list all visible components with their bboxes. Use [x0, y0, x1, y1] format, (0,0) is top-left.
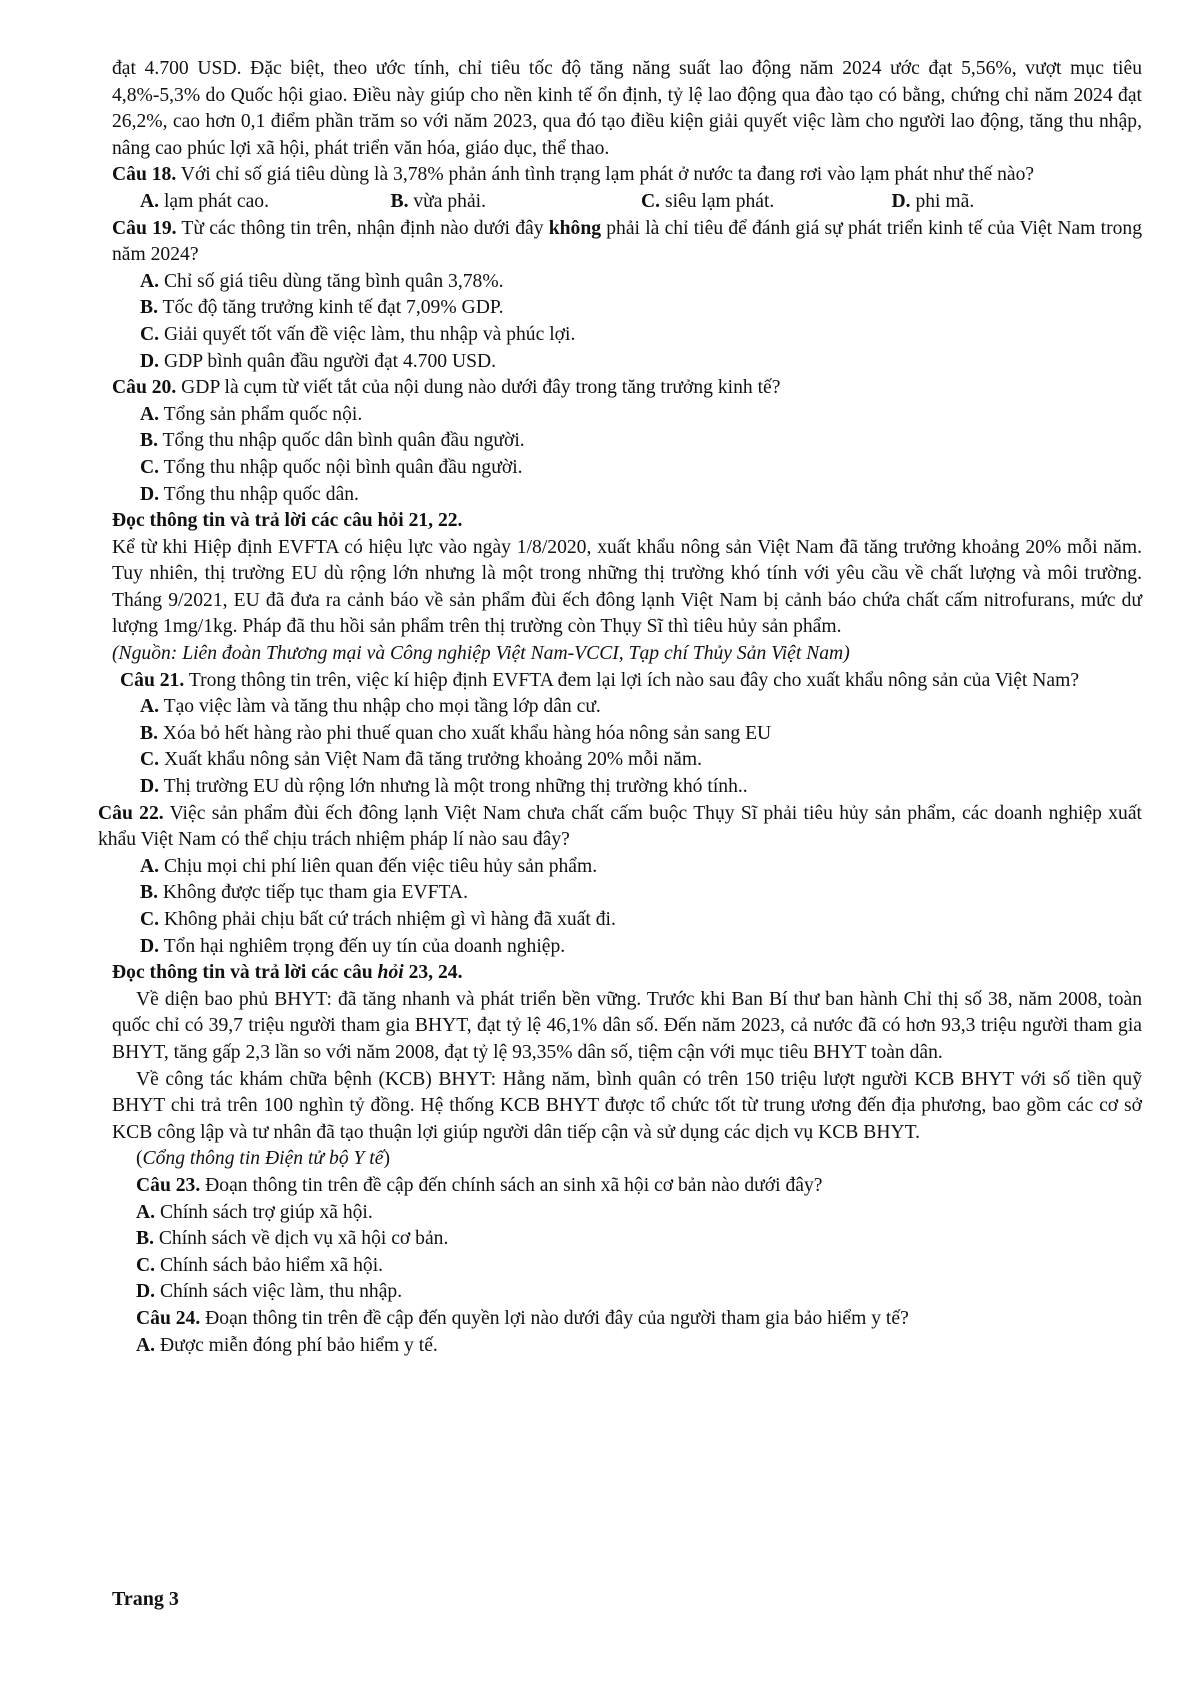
option-text: GDP bình quân đầu người đạt 4.700 USD.	[159, 350, 497, 372]
option-text: vừa phải.	[408, 190, 487, 212]
option-text: Chính sách việc làm, thu nhập.	[155, 1281, 403, 1303]
option-b	[140, 428, 1142, 455]
option-a	[136, 1200, 1142, 1227]
option-key: A.	[136, 1201, 156, 1223]
option-key: B.	[390, 190, 409, 212]
option-key: C.	[140, 456, 160, 478]
source-citation: (Nguồn: Liên đoàn Thương mại và Công nghiệp Việt Nam-VCCI, Tạp chí Thủy Sản Việt Nam)	[112, 643, 850, 665]
option-d	[892, 189, 1143, 216]
option-c	[140, 747, 1142, 774]
option-key: C.	[641, 190, 661, 212]
option-text: Tốc độ tăng trưởng kinh tế đạt 7,09% GDP.	[157, 297, 504, 319]
option-text: Không phải chịu bất cứ trách nhiệm gì vì hàng đã xuất đi.	[159, 909, 616, 930]
heading-text: 23, 24.	[403, 962, 463, 984]
emphasis-text: không	[548, 217, 602, 239]
option-text: Tổng thu nhập quốc dân bình quân đầu người.	[157, 430, 525, 452]
source-text: Cổng thông tin Điện tử bộ Y tế	[142, 1148, 384, 1170]
question-label: Câu 20.	[112, 377, 177, 399]
option-key: C.	[140, 323, 160, 345]
question-22	[98, 801, 1142, 854]
passage-paragraph: Về diện bao phủ BHYT: đã tăng nhanh và phát triển bền vững. Trước khi Ban Bí thư ban hành Chỉ thị số 38, năm 2008, toàn quốc chỉ có 39,7 triệu người tham gia BHYT, đạt tỷ lệ 46,1% dân số. Đến năm 2023, cả nước đã có hơn 93,3 triệu người tham gia BHYT, tăng gấp 2,3 lần so với năm 2008, đạt tỷ lệ 93,35% dân số, tiệm cận với mục tiêu BHYT toàn dân.	[112, 988, 1142, 1063]
option-text: Xuất khẩu nông sản Việt Nam đã tăng trưởng khoảng 20% mỗi năm.	[159, 749, 702, 771]
passage-paragraph: Kể từ khi Hiệp định EVFTA có hiệu lực vào ngày 1/8/2020, xuất khẩu nông sản Việt Nam đã tăng trưởng khoảng 20% mỗi năm. Tuy nhiên, thị trường EU dù rộng lớn nhưng là một trong những thị trường khó tính với yêu cầu về chất lượng và môi trường. Tháng 9/2021, EU đã đưa ra cảnh báo về sản phẩm đùi ếch đông lạnh Việt Nam bị cảnh báo chứa chất cấm nitrofurans, mức dư lượng 1mg/1kg. Pháp đã thu hồi sản phẩm trên thị trường còn Thụy Sĩ thì tiêu hủy sản phẩm.	[112, 536, 1142, 638]
question-text: Việc sản phẩm đùi ếch đông lạnh Việt Nam chưa chất cấm buộc Thụy Sĩ phải tiêu hủy sản phẩm, các doanh nghiệp xuất khẩu Việt Nam có thể chịu trách nhiệm pháp lí nào sau đây?	[98, 802, 1142, 851]
question-label: Câu 18.	[112, 164, 177, 186]
option-d	[140, 774, 1142, 801]
option-a	[140, 402, 1142, 429]
option-b	[140, 295, 1142, 322]
paren: (	[136, 1148, 143, 1170]
option-key: A.	[140, 403, 160, 425]
heading-text: Đọc thông tin và trả lời các câu	[112, 962, 378, 984]
option-d	[140, 349, 1142, 376]
option-a	[140, 269, 1142, 296]
option-b	[136, 1226, 1142, 1253]
question-text: Với chỉ số giá tiêu dùng là 3,78% phản ánh tình trạng lạm phát ở nước ta đang rơi vào lạm phát như thế nào?	[176, 164, 1035, 186]
question-label: Câu 24.	[136, 1307, 201, 1329]
option-key: D.	[891, 190, 911, 212]
section-heading: Đọc thông tin và trả lời các câu hỏi 21, 22.	[112, 510, 463, 532]
option-text: Xóa bỏ hết hàng rào phi thuế quan cho xuất khẩu hàng hóa nông sản sang EU	[157, 722, 772, 744]
document-page	[98, 56, 1142, 1359]
question-label: Câu 23.	[136, 1174, 201, 1196]
option-key: D.	[140, 483, 160, 505]
question-label: Câu 19.	[112, 217, 177, 239]
option-a	[140, 854, 1142, 881]
option-key: B.	[140, 297, 158, 319]
option-key: D.	[136, 1281, 156, 1303]
paren: )	[383, 1148, 390, 1170]
question-23	[112, 1173, 1142, 1200]
option-text: Không được tiếp tục tham gia EVFTA.	[157, 882, 468, 904]
question-text: Trong thông tin trên, việc kí hiệp định EVFTA đem lại lợi ích nào sau đây cho xuất khẩu nông sản của Việt Nam?	[184, 669, 1080, 691]
option-text: Chính sách trợ giúp xã hội.	[155, 1201, 373, 1223]
option-text: siêu lạm phát.	[660, 190, 775, 212]
option-key: B.	[140, 882, 158, 904]
passage-paragraph: Về công tác khám chữa bệnh (KCB) BHYT: Hằng năm, bình quân có trên 150 triệu lượt người KCB BHYT với số tiền quỹ BHYT chi trả trên 100 nghìn tỷ đồng. Hệ thống KCB BHYT được tổ chức tốt từ trung ương đến địa phương, bao gồm các cơ sở KCB công lập và tư nhân đã tạo thuận lợi giúp người dân tiếp cận và sử dụng các dịch vụ KCB BHYT.	[112, 1068, 1142, 1143]
section-heading	[112, 960, 1142, 987]
option-text: Thị trường EU dù rộng lớn nhưng là một trong những thị trường khó tính..	[159, 776, 748, 798]
option-a	[136, 1333, 1142, 1360]
question-label: Câu 21.	[120, 669, 185, 691]
source-citation	[112, 1146, 1142, 1173]
option-key: D.	[140, 935, 160, 957]
option-key: B.	[140, 722, 158, 744]
option-text: Tạo việc làm và tăng thu nhập cho mọi tầng lớp dân cư.	[159, 696, 601, 718]
question-text: phải là chỉ tiêu để đánh giá sự phát triển kinh tế của Việt Nam trong năm 2024?	[112, 217, 1142, 266]
question-text: Đoạn thông tin trên đề cập đến quyền lợi nào dưới đây của người tham gia bảo hiểm y tế?	[200, 1307, 909, 1329]
option-key: A.	[140, 696, 160, 718]
option-b	[140, 880, 1142, 907]
intro-paragraph: đạt 4.700 USD. Đặc biệt, theo ước tính, chỉ tiêu tốc độ tăng năng suất lao động năm 2024 ước đạt 5,56%, vượt mục tiêu 4,8%-5,3% do Quốc hội giao. Điều này giúp cho nền kinh tế ổn định, tỷ lệ lao động qua đào tạo có bằng, chứng chỉ năm 2024 đạt 26,2%, cao hơn 0,1 điểm phần trăm so với năm 2023, qua đó tạo điều kiện giải quyết việc làm cho người lao động, tăng thu nhập, nâng cao phúc lợi xã hội, phát triển văn hóa, giáo dục, thể thao.	[112, 58, 1142, 159]
option-b	[140, 721, 1142, 748]
question-text: GDP là cụm từ viết tắt của nội dung nào dưới đây trong tăng trưởng kinh tế?	[176, 377, 781, 399]
option-c	[641, 189, 892, 216]
question-18-options	[140, 189, 1142, 216]
option-text: phi mã.	[910, 190, 975, 212]
option-text: Tổng thu nhập quốc dân.	[159, 483, 359, 505]
option-key: B.	[136, 1228, 154, 1250]
option-text: Chỉ số giá tiêu dùng tăng bình quân 3,78%.	[159, 270, 504, 292]
option-key: B.	[140, 430, 158, 452]
option-text: Chịu mọi chi phí liên quan đến việc tiêu hủy sản phẩm.	[159, 855, 598, 877]
option-key: D.	[140, 776, 160, 798]
option-d	[140, 482, 1142, 509]
question-label: Câu 22.	[98, 802, 164, 824]
page-number: Trang 3	[112, 1588, 179, 1610]
option-d	[140, 934, 1142, 961]
option-key: A.	[140, 270, 160, 292]
option-text: lạm phát cao.	[159, 190, 269, 212]
option-b	[391, 189, 642, 216]
question-20	[112, 375, 1142, 402]
question-text: Từ các thông tin trên, nhận định nào dưới đây	[176, 217, 549, 239]
option-text: Chính sách về dịch vụ xã hội cơ bản.	[153, 1228, 449, 1250]
option-text: Tổng sản phẩm quốc nội.	[159, 403, 363, 425]
option-text: Tổng thu nhập quốc nội bình quân đầu người.	[159, 456, 523, 478]
option-text: Tổn hại nghiêm trọng đến uy tín của doanh nghiệp.	[159, 935, 566, 957]
question-text: Đoạn thông tin trên đề cập đến chính sách an sinh xã hội cơ bản nào dưới đây?	[200, 1174, 823, 1196]
question-24	[112, 1306, 1142, 1333]
option-key: C.	[136, 1254, 156, 1276]
option-d	[136, 1279, 1142, 1306]
option-key: A.	[136, 1334, 156, 1356]
option-c	[140, 907, 1142, 934]
option-c	[136, 1253, 1142, 1280]
option-text: Giải quyết tốt vấn đề việc làm, thu nhập và phúc lợi.	[159, 323, 576, 345]
option-key: D.	[140, 350, 160, 372]
option-c	[140, 455, 1142, 482]
option-key: C.	[140, 909, 160, 930]
question-21	[112, 668, 1142, 695]
option-key: A.	[140, 190, 160, 212]
option-key: C.	[140, 749, 160, 771]
option-text: Chính sách bảo hiểm xã hội.	[155, 1254, 384, 1276]
question-19	[112, 216, 1142, 269]
option-key: A.	[140, 855, 160, 877]
option-c	[140, 322, 1142, 349]
option-text: Được miễn đóng phí bảo hiểm y tế.	[155, 1334, 438, 1356]
option-a	[140, 189, 391, 216]
question-18	[112, 162, 1142, 189]
heading-text: hỏi	[377, 962, 404, 984]
option-a	[140, 694, 1142, 721]
